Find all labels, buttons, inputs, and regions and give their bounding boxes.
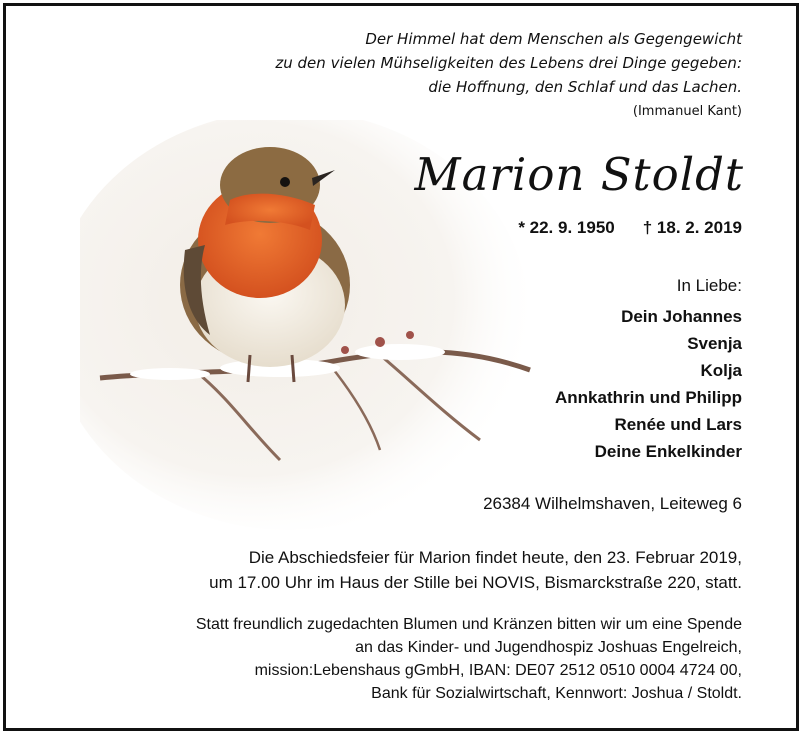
mourner-name: Renée und Lars [614, 415, 742, 434]
donation-line: mission:Lebenshaus gGmbH, IBAN: DE07 2512 0510 0004 4724 00, [254, 662, 742, 679]
funeral-line: Die Abschiedsfeier für Marion findet heute, den 23. Februar 2019, [248, 548, 742, 567]
life-dates [518, 218, 742, 238]
mourner-name: Dein Johannes [621, 307, 742, 326]
family-address: 26384 Wilhelmshaven, Leiteweg 6 [483, 494, 742, 513]
deceased-name: Marion Stoldt [414, 148, 744, 201]
mourner-name: Kolja [700, 361, 742, 380]
quote-author: (Immanuel Kant) [632, 104, 742, 119]
mourner-name: Svenja [687, 334, 742, 353]
funeral-line: um 17.00 Uhr im Haus der Stille bei NOVIS, Bismarckstraße 220, statt. [209, 573, 742, 592]
mourners-list [555, 303, 742, 465]
death-date: † 18. 2. 2019 [642, 218, 742, 237]
donation-line: an das Kinder- und Jugendhospiz Joshuas Engelreich, [355, 639, 742, 656]
birth-date: * 22. 9. 1950 [518, 218, 615, 237]
donation-line: Bank für Sozialwirtschaft, Kennwort: Joshua / Stoldt. [371, 685, 742, 702]
quote-line: zu den vielen Mühseligkeiten des Lebens drei Dinge gegeben: [275, 54, 742, 72]
donation-line: Statt freundlich zugedachten Blumen und Kränzen bitten wir um eine Spende [195, 616, 742, 633]
donation-notice [196, 613, 742, 705]
mourner-name: Annkathrin und Philipp [555, 388, 742, 407]
funeral-notice [209, 545, 742, 595]
quote [222, 27, 742, 99]
quote-line: die Hoffnung, den Schlaf und das Lachen. [428, 78, 742, 96]
mourners-intro: In Liebe: [676, 276, 742, 295]
quote-line: Der Himmel hat dem Menschen als Gegengewicht [365, 30, 742, 48]
mourner-name: Deine Enkelkinder [594, 442, 742, 461]
